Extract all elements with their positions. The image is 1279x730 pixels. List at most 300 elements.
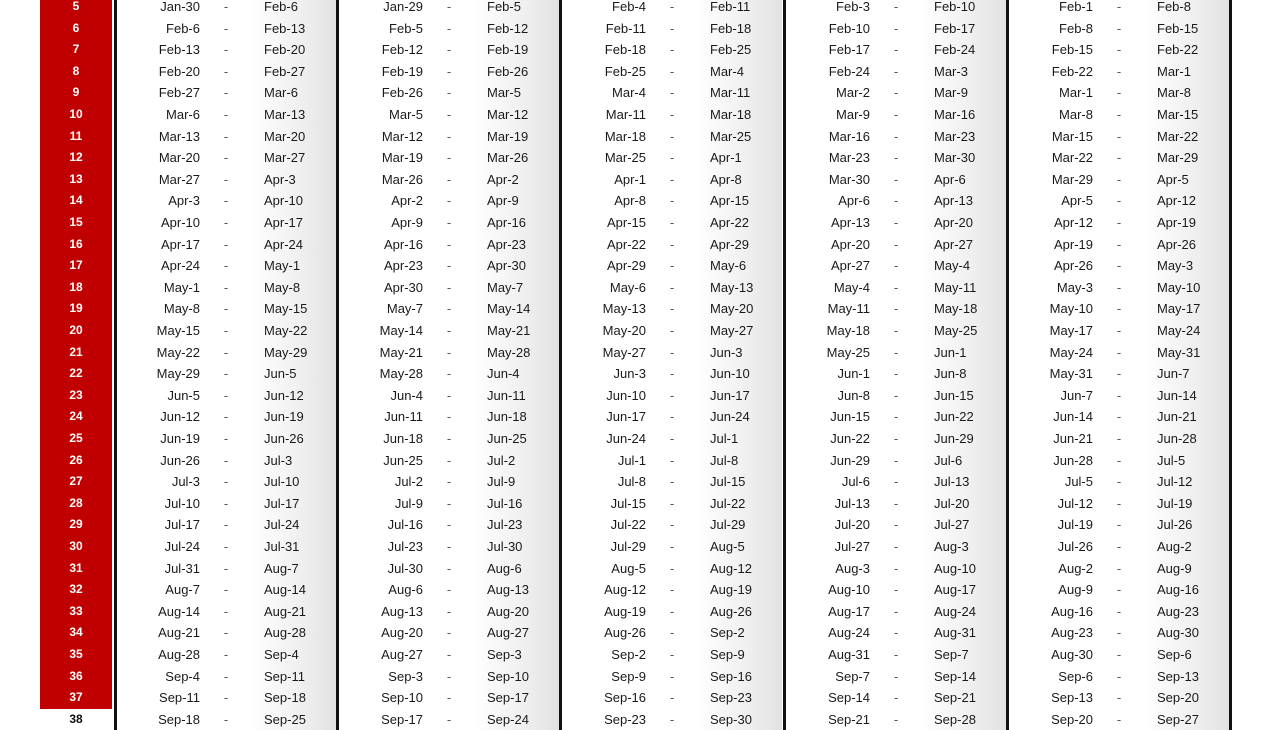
start-date: Apr-2 bbox=[391, 193, 423, 209]
range-separator: - bbox=[446, 0, 452, 14]
start-date: Mar-9 bbox=[836, 107, 870, 122]
end-date: May-14 bbox=[487, 301, 531, 317]
range-separator: - bbox=[223, 409, 229, 425]
table-row bbox=[0, 18, 1279, 40]
start-date: Sep-13 bbox=[1051, 690, 1093, 706]
end-date: Apr-29 bbox=[710, 236, 750, 252]
table-row bbox=[0, 82, 1279, 104]
range-separator: - bbox=[669, 128, 675, 144]
start-date: Aug-28 bbox=[158, 647, 200, 662]
range-separator: - bbox=[1116, 63, 1122, 79]
start-date: Mar-16 bbox=[828, 128, 870, 144]
start-date: Apr-20 bbox=[830, 236, 870, 252]
end-date: Aug-31 bbox=[934, 625, 976, 641]
start-date: Jun-4 bbox=[390, 387, 423, 403]
range-separator: - bbox=[893, 279, 899, 295]
range-separator: - bbox=[669, 517, 675, 533]
end-date: Aug-30 bbox=[1157, 625, 1199, 641]
start-date: May-7 bbox=[386, 301, 423, 317]
start-date: Aug-27 bbox=[381, 647, 423, 662]
end-date: Sep-9 bbox=[710, 647, 745, 662]
start-date: Sep-2 bbox=[611, 647, 646, 662]
week-number: 36 bbox=[40, 666, 112, 688]
end-date: Feb-12 bbox=[487, 20, 529, 36]
end-date: Aug-14 bbox=[264, 582, 306, 598]
start-date: May-20 bbox=[602, 323, 646, 338]
range-separator: - bbox=[893, 711, 899, 727]
week-number: 13 bbox=[40, 169, 112, 191]
start-date: Apr-17 bbox=[160, 236, 200, 252]
table-row bbox=[0, 61, 1279, 83]
start-date: Aug-7 bbox=[165, 582, 200, 598]
end-date: Mar-26 bbox=[487, 150, 529, 166]
end-date: Mar-19 bbox=[487, 128, 529, 144]
start-date: Feb-26 bbox=[381, 85, 423, 101]
range-separator: - bbox=[1116, 323, 1122, 338]
range-separator: - bbox=[893, 258, 899, 274]
start-date: Jul-9 bbox=[394, 495, 423, 511]
end-date: Aug-2 bbox=[1157, 539, 1192, 554]
range-separator: - bbox=[893, 647, 899, 662]
start-date: May-31 bbox=[1049, 366, 1093, 382]
range-separator: - bbox=[669, 279, 675, 295]
start-date: Aug-23 bbox=[1051, 625, 1093, 641]
end-date: May-13 bbox=[710, 279, 754, 295]
end-date: Feb-11 bbox=[710, 0, 751, 14]
range-separator: - bbox=[223, 323, 229, 338]
week-number: 20 bbox=[40, 320, 112, 342]
range-separator: - bbox=[893, 409, 899, 425]
range-separator: - bbox=[223, 431, 229, 446]
week-number: 14 bbox=[40, 190, 112, 212]
start-date: Jun-28 bbox=[1053, 452, 1093, 468]
range-separator: - bbox=[893, 517, 899, 533]
end-date: Jun-14 bbox=[1157, 387, 1197, 403]
start-date: Jun-26 bbox=[160, 452, 200, 468]
end-date: Sep-30 bbox=[710, 711, 752, 727]
start-date: Feb-1 bbox=[1059, 0, 1093, 14]
range-separator: - bbox=[669, 258, 675, 274]
range-separator: - bbox=[893, 495, 899, 511]
start-date: Mar-13 bbox=[158, 128, 200, 144]
range-separator: - bbox=[446, 431, 452, 446]
start-date: Aug-2 bbox=[1058, 560, 1093, 576]
end-date: Jun-17 bbox=[710, 387, 750, 403]
start-date: Apr-6 bbox=[838, 193, 870, 209]
end-date: Sep-28 bbox=[934, 711, 976, 727]
start-date: May-27 bbox=[602, 344, 646, 360]
start-date: Feb-17 bbox=[828, 42, 870, 58]
end-date: Jul-26 bbox=[1157, 517, 1193, 533]
end-date: Sep-17 bbox=[487, 690, 529, 706]
range-separator: - bbox=[446, 63, 452, 79]
end-date: Jun-7 bbox=[1157, 366, 1190, 382]
start-date: Aug-20 bbox=[381, 625, 423, 641]
range-separator: - bbox=[223, 236, 229, 252]
start-date: May-6 bbox=[609, 279, 646, 295]
end-date: Mar-27 bbox=[264, 150, 306, 166]
end-date: Aug-21 bbox=[264, 603, 306, 619]
start-date: Aug-9 bbox=[1058, 582, 1093, 598]
start-date: Feb-15 bbox=[1051, 42, 1093, 58]
range-separator: - bbox=[893, 63, 899, 79]
end-date: Mar-3 bbox=[934, 63, 968, 79]
end-date: Jul-17 bbox=[264, 495, 300, 511]
end-date: Aug-9 bbox=[1157, 560, 1192, 576]
start-date: Mar-1 bbox=[1059, 85, 1093, 101]
range-separator: - bbox=[893, 215, 899, 230]
start-date: Feb-6 bbox=[166, 20, 200, 36]
start-date: May-22 bbox=[156, 344, 200, 360]
end-date: Apr-26 bbox=[1157, 236, 1197, 252]
start-date: Aug-14 bbox=[158, 603, 200, 619]
start-date: May-11 bbox=[827, 301, 870, 317]
end-date: Feb-19 bbox=[487, 42, 529, 58]
end-date: Jul-22 bbox=[710, 495, 746, 511]
end-date: Apr-24 bbox=[264, 236, 304, 252]
end-date: Sep-10 bbox=[487, 668, 529, 684]
start-date: Feb-24 bbox=[828, 63, 870, 79]
range-separator: - bbox=[893, 0, 899, 14]
start-date: May-21 bbox=[379, 344, 423, 360]
week-number: 28 bbox=[40, 493, 112, 515]
end-date: Mar-5 bbox=[487, 85, 521, 101]
end-date: Jun-10 bbox=[710, 366, 750, 382]
week-number: 23 bbox=[40, 385, 112, 407]
week-number: 12 bbox=[40, 147, 112, 169]
end-date: Apr-13 bbox=[934, 193, 974, 209]
range-separator: - bbox=[1116, 20, 1122, 36]
table-row bbox=[0, 666, 1279, 688]
table-row bbox=[0, 320, 1279, 342]
range-separator: - bbox=[669, 85, 675, 101]
start-date: Jul-16 bbox=[387, 517, 423, 533]
end-date: Jun-1 bbox=[934, 344, 967, 360]
end-date: May-25 bbox=[934, 323, 978, 338]
table-row bbox=[0, 234, 1279, 256]
start-date: Sep-6 bbox=[1058, 668, 1093, 684]
end-date: Jul-27 bbox=[934, 517, 970, 533]
end-date: Sep-20 bbox=[1157, 690, 1199, 706]
start-date: Jul-23 bbox=[387, 539, 423, 554]
end-date: Jun-22 bbox=[934, 409, 974, 425]
start-date: Jun-11 bbox=[384, 409, 423, 425]
end-date: Aug-17 bbox=[934, 582, 976, 598]
table-row bbox=[0, 169, 1279, 191]
range-separator: - bbox=[669, 647, 675, 662]
start-date: Feb-18 bbox=[604, 42, 646, 58]
start-date: Jul-19 bbox=[1057, 517, 1093, 533]
end-date: Sep-3 bbox=[487, 647, 522, 662]
range-separator: - bbox=[223, 42, 229, 58]
end-date: May-18 bbox=[934, 301, 978, 317]
range-separator: - bbox=[223, 539, 229, 554]
end-date: Apr-8 bbox=[710, 171, 742, 187]
range-separator: - bbox=[223, 560, 229, 576]
start-date: Jul-1 bbox=[617, 452, 646, 468]
week-number: 22 bbox=[40, 363, 112, 385]
range-separator: - bbox=[223, 344, 229, 360]
start-date: Mar-29 bbox=[1051, 171, 1093, 187]
start-date: Sep-4 bbox=[165, 668, 200, 684]
end-date: Feb-18 bbox=[710, 20, 752, 36]
end-date: Apr-20 bbox=[934, 215, 974, 230]
range-separator: - bbox=[1116, 539, 1122, 554]
end-date: Jun-24 bbox=[710, 409, 750, 425]
end-date: Aug-28 bbox=[264, 625, 306, 641]
end-date: Mar-20 bbox=[264, 128, 306, 144]
range-separator: - bbox=[893, 344, 899, 360]
end-date: May-24 bbox=[1157, 323, 1201, 338]
range-separator: - bbox=[669, 560, 675, 576]
range-separator: - bbox=[446, 323, 452, 338]
start-date: Aug-13 bbox=[381, 603, 423, 619]
start-date: Mar-6 bbox=[166, 107, 200, 122]
end-date: Mar-23 bbox=[934, 128, 976, 144]
end-date: Apr-17 bbox=[264, 215, 304, 230]
end-date: Jun-29 bbox=[934, 431, 974, 446]
range-separator: - bbox=[893, 474, 899, 490]
range-separator: - bbox=[223, 20, 229, 36]
start-date: Mar-12 bbox=[381, 128, 423, 144]
table-row bbox=[0, 644, 1279, 666]
week-number: 11 bbox=[40, 126, 112, 148]
end-date: Jul-15 bbox=[710, 474, 746, 490]
start-date: Mar-8 bbox=[1059, 107, 1093, 122]
start-date: Aug-26 bbox=[604, 625, 646, 641]
start-date: Aug-19 bbox=[604, 603, 646, 619]
range-separator: - bbox=[223, 495, 229, 511]
range-separator: - bbox=[669, 366, 675, 382]
end-date: Mar-15 bbox=[1157, 107, 1199, 122]
week-number: 21 bbox=[40, 342, 112, 364]
range-separator: - bbox=[223, 603, 229, 619]
start-date: Apr-3 bbox=[168, 193, 200, 209]
end-date: Sep-16 bbox=[710, 668, 752, 684]
end-date: Aug-27 bbox=[487, 625, 529, 641]
start-date: Aug-16 bbox=[1051, 603, 1093, 619]
end-date: Jul-6 bbox=[934, 452, 963, 468]
table-row bbox=[0, 579, 1279, 601]
end-date: Jun-5 bbox=[264, 366, 297, 382]
start-date: Aug-3 bbox=[835, 560, 870, 576]
range-separator: - bbox=[223, 301, 229, 317]
end-date: Feb-8 bbox=[1157, 0, 1191, 14]
end-date: Feb-22 bbox=[1157, 42, 1199, 58]
end-date: Sep-27 bbox=[1157, 711, 1199, 727]
start-date: Mar-22 bbox=[1051, 150, 1093, 166]
end-date: Aug-23 bbox=[1157, 603, 1199, 619]
end-date: May-15 bbox=[264, 301, 308, 317]
range-separator: - bbox=[669, 344, 675, 360]
range-separator: - bbox=[1116, 625, 1122, 641]
week-number: 35 bbox=[40, 644, 112, 666]
range-separator: - bbox=[669, 409, 675, 425]
range-separator: - bbox=[893, 625, 899, 641]
end-date: Mar-30 bbox=[934, 150, 976, 166]
end-date: Apr-23 bbox=[487, 236, 527, 252]
range-separator: - bbox=[223, 517, 229, 533]
start-date: Aug-21 bbox=[158, 625, 200, 641]
range-separator: - bbox=[893, 539, 899, 554]
range-separator: - bbox=[223, 63, 229, 79]
start-date: Jul-13 bbox=[834, 495, 870, 511]
start-date: Feb-20 bbox=[158, 63, 200, 79]
table-row bbox=[0, 0, 1279, 18]
week-number: 24 bbox=[40, 406, 112, 428]
week-number: 8 bbox=[40, 61, 112, 83]
start-date: Jun-7 bbox=[1060, 387, 1093, 403]
start-date: Aug-24 bbox=[828, 625, 870, 641]
range-separator: - bbox=[446, 711, 452, 727]
range-separator: - bbox=[669, 711, 675, 727]
start-date: Jan-29 bbox=[383, 0, 423, 14]
start-date: May-10 bbox=[1049, 301, 1093, 317]
end-date: Aug-7 bbox=[264, 560, 299, 576]
end-date: Mar-12 bbox=[487, 107, 529, 122]
start-date: May-14 bbox=[379, 323, 423, 338]
end-date: Apr-15 bbox=[710, 193, 750, 209]
table-row bbox=[0, 514, 1279, 536]
start-date: Feb-3 bbox=[836, 0, 870, 14]
range-separator: - bbox=[223, 279, 229, 295]
range-separator: - bbox=[893, 323, 899, 338]
table-row bbox=[0, 363, 1279, 385]
start-date: Jun-18 bbox=[383, 431, 423, 446]
end-date: Mar-11 bbox=[710, 85, 751, 101]
table-row bbox=[0, 622, 1279, 644]
range-separator: - bbox=[669, 431, 675, 446]
start-date: Feb-13 bbox=[158, 42, 200, 58]
start-date: Feb-5 bbox=[389, 20, 423, 36]
range-separator: - bbox=[446, 193, 452, 209]
range-separator: - bbox=[223, 474, 229, 490]
range-separator: - bbox=[446, 215, 452, 230]
start-date: Sep-3 bbox=[388, 668, 423, 684]
start-date: Apr-1 bbox=[614, 171, 646, 187]
range-separator: - bbox=[669, 63, 675, 79]
range-separator: - bbox=[893, 193, 899, 209]
end-date: Mar-8 bbox=[1157, 85, 1191, 101]
start-date: Sep-14 bbox=[828, 690, 870, 706]
start-date: Apr-23 bbox=[383, 258, 423, 274]
range-separator: - bbox=[893, 20, 899, 36]
week-number: 19 bbox=[40, 298, 112, 320]
end-date: Apr-27 bbox=[934, 236, 974, 252]
end-date: Mar-13 bbox=[264, 107, 306, 122]
end-date: Aug-6 bbox=[487, 560, 522, 576]
end-date: Sep-11 bbox=[264, 668, 305, 684]
end-date: Mar-18 bbox=[710, 107, 752, 122]
end-date: Jul-30 bbox=[487, 539, 523, 554]
week-number: 10 bbox=[40, 104, 112, 126]
start-date: Jun-10 bbox=[606, 387, 646, 403]
end-date: Jul-2 bbox=[487, 452, 516, 468]
week-number: 25 bbox=[40, 428, 112, 450]
table-row bbox=[0, 709, 1279, 730]
range-separator: - bbox=[223, 258, 229, 274]
week-number: 18 bbox=[40, 277, 112, 299]
end-date: Jul-24 bbox=[264, 517, 300, 533]
end-date: Jun-15 bbox=[934, 387, 974, 403]
end-date: Jul-10 bbox=[264, 474, 300, 490]
range-separator: - bbox=[893, 603, 899, 619]
range-separator: - bbox=[1116, 236, 1122, 252]
range-separator: - bbox=[1116, 85, 1122, 101]
range-separator: - bbox=[223, 582, 229, 598]
start-date: Jul-20 bbox=[834, 517, 870, 533]
table-row bbox=[0, 126, 1279, 148]
range-separator: - bbox=[223, 387, 229, 403]
range-separator: - bbox=[223, 215, 229, 230]
range-separator: - bbox=[446, 495, 452, 511]
table-row bbox=[0, 277, 1279, 299]
range-separator: - bbox=[223, 647, 229, 662]
range-separator: - bbox=[446, 236, 452, 252]
end-date: Jul-5 bbox=[1157, 452, 1186, 468]
range-separator: - bbox=[446, 107, 452, 122]
start-date: Apr-30 bbox=[383, 279, 423, 295]
start-date: Jul-31 bbox=[164, 560, 200, 576]
end-date: Aug-3 bbox=[934, 539, 969, 554]
end-date: Jul-3 bbox=[264, 452, 293, 468]
start-date: Mar-26 bbox=[381, 171, 423, 187]
range-separator: - bbox=[446, 560, 452, 576]
range-separator: - bbox=[223, 150, 229, 166]
end-date: Jun-26 bbox=[264, 431, 304, 446]
end-date: Sep-4 bbox=[264, 647, 299, 662]
end-date: Aug-24 bbox=[934, 603, 976, 619]
end-date: Jul-9 bbox=[487, 474, 516, 490]
table-row bbox=[0, 342, 1279, 364]
range-separator: - bbox=[1116, 474, 1122, 490]
start-date: Feb-4 bbox=[612, 0, 646, 14]
end-date: May-11 bbox=[934, 279, 977, 295]
start-date: Jul-5 bbox=[1064, 474, 1093, 490]
start-date: May-15 bbox=[156, 323, 200, 338]
range-separator: - bbox=[893, 128, 899, 144]
start-date: May-25 bbox=[826, 344, 870, 360]
start-date: Feb-8 bbox=[1059, 20, 1093, 36]
week-number: 37 bbox=[40, 687, 112, 709]
start-date: Sep-17 bbox=[381, 711, 423, 727]
week-number: 6 bbox=[40, 18, 112, 40]
start-date: Mar-27 bbox=[158, 171, 200, 187]
end-date: Mar-6 bbox=[264, 85, 298, 101]
end-date: Jul-19 bbox=[1157, 495, 1193, 511]
start-date: Feb-19 bbox=[381, 63, 423, 79]
table-row bbox=[0, 450, 1279, 472]
start-date: Apr-15 bbox=[606, 215, 646, 230]
start-date: Jul-6 bbox=[841, 474, 870, 490]
end-date: Sep-18 bbox=[264, 690, 306, 706]
end-date: Feb-10 bbox=[934, 0, 976, 14]
range-separator: - bbox=[1116, 603, 1122, 619]
range-separator: - bbox=[1116, 215, 1122, 230]
end-date: Feb-5 bbox=[487, 0, 521, 14]
start-date: Apr-9 bbox=[391, 215, 423, 230]
start-date: Feb-10 bbox=[828, 20, 870, 36]
end-date: Apr-5 bbox=[1157, 171, 1189, 187]
start-date: Jun-25 bbox=[383, 452, 423, 468]
start-date: Jun-1 bbox=[837, 366, 870, 382]
table-row bbox=[0, 298, 1279, 320]
table-row bbox=[0, 385, 1279, 407]
table-row bbox=[0, 687, 1279, 709]
start-date: Sep-16 bbox=[604, 690, 646, 706]
range-separator: - bbox=[446, 387, 452, 403]
range-separator: - bbox=[893, 42, 899, 58]
